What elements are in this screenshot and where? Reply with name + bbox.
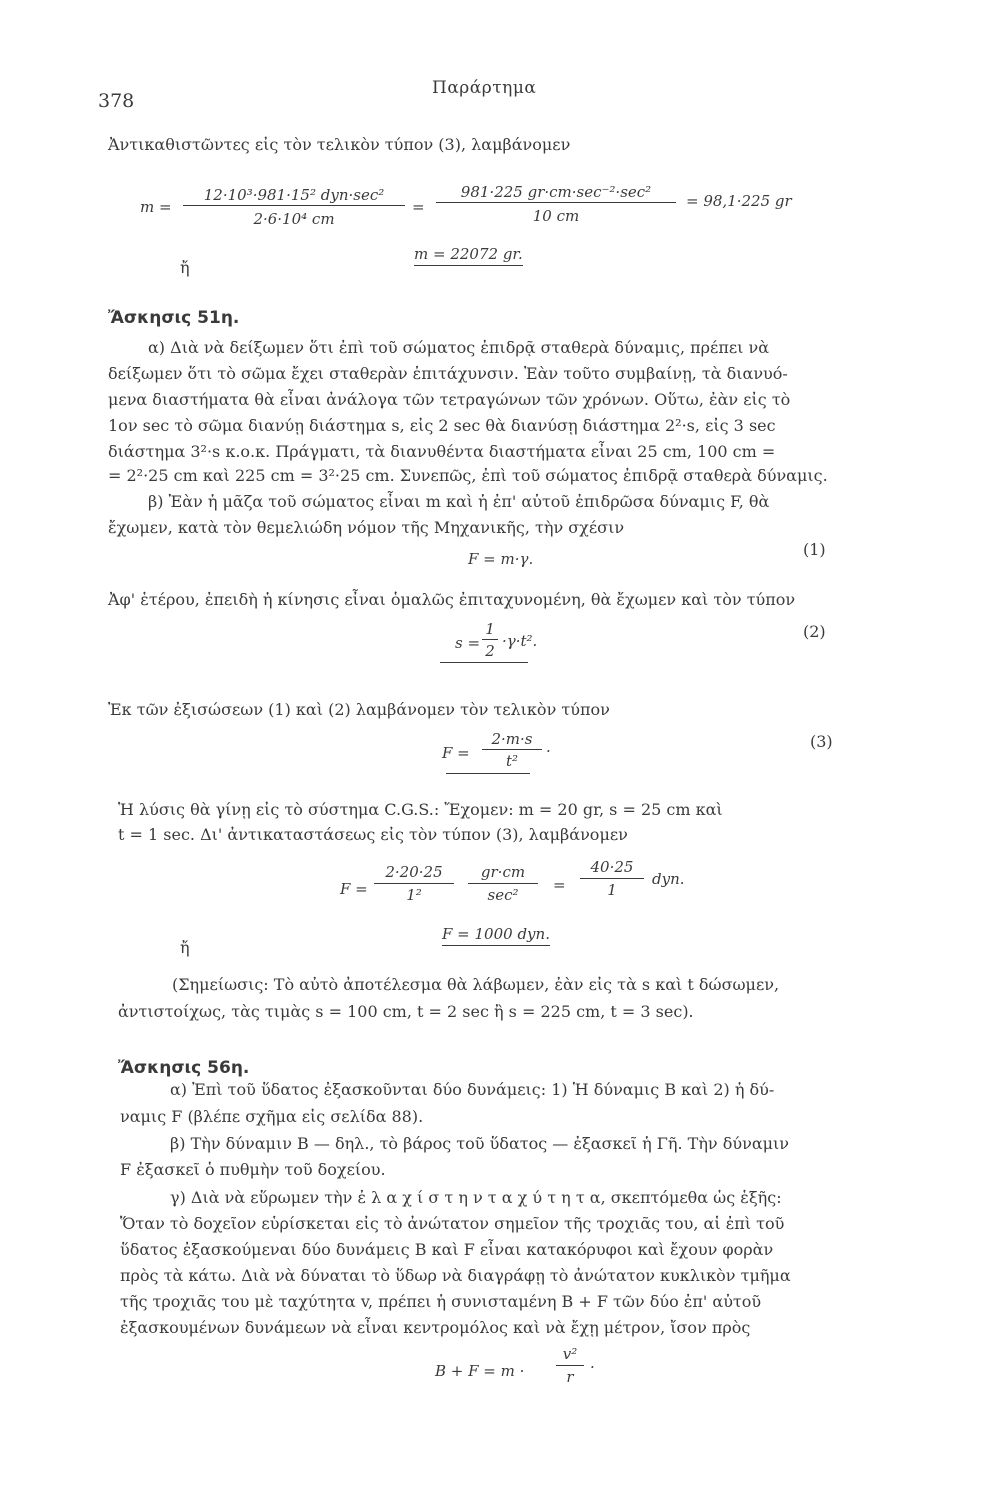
equation-4-num-2: gr·cm	[480, 863, 526, 881]
equation-4-bar-3	[580, 878, 644, 879]
equation-2-underline	[440, 662, 528, 663]
ex56-line-2: ναμις F (βλέπε σχῆμα εἰς σελίδα 88).	[120, 1107, 424, 1126]
ex51-line-10: Ἐκ τῶν ἐξισώσεων (1) καὶ (2) λαμβάνομεν τὸν τελικὸν τύπον	[108, 700, 610, 719]
ex56-line-3: β) Τὴν δύναμιν B — δηλ., τὸ βάρος τοῦ ὕδατος — ἐξασκεῖ ἡ Γῆ. Τὴν δύναμιν	[170, 1134, 790, 1153]
ex51-line-1: α) Διὰ νὰ δείξωμεν ὅτι ἐπὶ τοῦ σώματος ἐπιδρᾷ σταθερὰ δύναμις, πρέπει νὰ	[148, 338, 770, 357]
frac1-numerator: 12·10³·981·15² dyn·sec²	[203, 186, 385, 204]
ex56-line-9: τῆς τροχιᾶς του μὲ ταχύτητα v, πρέπει ἡ συνισταμένη B + F τῶν δύο ἐπ' αὐτοῦ	[120, 1292, 762, 1311]
ex56-line-8: πρὸς τὰ κάτω. Διὰ νὰ δύναται τὸ ὕδωρ νὰ διαγράφῃ τὸ ἀνώτατον κυκλικὸν τμῆμα	[120, 1266, 791, 1285]
result-m: m = 22072 gr.	[414, 245, 523, 266]
heading-exercise-51: Ἄσκησις 51η.	[108, 308, 240, 328]
equation-3-numerator: 2·m·s	[491, 730, 533, 748]
ex51-line-12: t = 1 sec. Δι' ἀντικαταστάσεως εἰς τὸν τύπον (3), λαμβάνομεν	[118, 825, 628, 844]
equation-2-rhs: ·γ·t².	[502, 632, 538, 650]
equation-1: F = m·γ.	[468, 550, 534, 568]
ex51-line-5: διάστημα 3²·s κ.ο.κ. Πράγματι, τὰ διανυθέντα διαστήματα εἶναι 25 cm, 100 cm =	[108, 442, 776, 461]
equation-1-number: (1)	[803, 540, 826, 559]
frac2-bar	[436, 202, 676, 203]
frac1-bar	[183, 205, 405, 206]
equation-4-lhs: F =	[340, 880, 368, 898]
equation-3-number: (3)	[810, 732, 833, 751]
eq-result-98: = 98,1·225 gr	[686, 192, 792, 210]
equation-4-den-3: 1	[607, 881, 617, 899]
equation-4-den-1: 1²	[406, 886, 422, 904]
equation-2-number: (2)	[803, 622, 826, 641]
ex51-line-9: Ἀφ' ἑτέρου, ἐπειδὴ ἡ κίνησις εἶναι ὁμαλῶς ἐπιταχυνομένη, θὰ ἔχωμεν καὶ τὸν τύπον	[108, 590, 796, 609]
ex56-line-6: Ὅταν τὸ δοχεῖον εὑρίσκεται εἰς τὸ ἀνώτατον σημεῖον τῆς τροχιᾶς του, αἱ ἐπὶ τοῦ	[120, 1214, 785, 1233]
ex56-line-7: ὕδατος ἐξασκούμεναι δύο δυνάμεις B καὶ F εἶναι κατακόρυφοι καὶ ἔχουν φορὰν	[120, 1240, 774, 1259]
or-word-1: ἤ	[180, 258, 190, 277]
equation-3-denominator: t²	[505, 752, 519, 770]
equation-2-lhs: s =	[455, 634, 481, 652]
equation-3-lhs: F =	[442, 744, 470, 762]
ex51-line-7: β) Ἐὰν ἡ μᾶζα τοῦ σώματος εἶναι m καὶ ἡ ἐπ' αὐτοῦ ἐπιδρῶσα δύναμις F, θὰ	[148, 492, 770, 511]
equation-4-num-1: 2·20·25	[385, 863, 443, 881]
heading-exercise-56: Ἄσκησις 56η.	[118, 1058, 250, 1078]
equation-5-bar	[556, 1365, 584, 1366]
equation-5-lhs: B + F = m ·	[435, 1362, 525, 1380]
equation-2-bar	[482, 639, 498, 640]
ex51-line-8: ἔχωμεν, κατὰ τὸν θεμελιώδη νόμον τῆς Μηχανικῆς, τὴν σχέσιν	[108, 518, 625, 537]
equation-4-unit: dyn.	[652, 870, 685, 888]
equation-4-eq: =	[553, 876, 566, 894]
ex51-line-6: = 2²·25 cm καὶ 225 cm = 3²·25 cm. Συνεπῶς, ἐπὶ τοῦ σώματος ἐπιδρᾷ σταθερὰ δύναμις.	[108, 466, 828, 485]
ex56-line-1: α) Ἐπὶ τοῦ ὕδατος ἐξασκοῦνται δύο δυνάμεις: 1) Ἡ δύναμις B καὶ 2) ἡ δύ-	[170, 1080, 775, 1099]
ex56-line-10: ἐξασκουμένων δυνάμεων νὰ εἶναι κεντρομόλος καὶ νὰ ἔχῃ μέτρον, ἴσον πρὸς	[120, 1318, 751, 1337]
equation-2-denominator: 2	[485, 642, 495, 660]
equation-2-numerator: 1	[485, 620, 495, 638]
ex56-line-4: F ἐξασκεῖ ὁ πυθμὴν τοῦ δοχείου.	[120, 1160, 386, 1179]
equation-4-bar-1	[374, 883, 454, 884]
ex51-line-4: 1ον sec τὸ σῶμα διανύῃ διάστημα s, εἰς 2 sec θὰ διανύσῃ διάστημα 2²·s, εἰς 3 sec	[108, 416, 776, 435]
running-title: Παράρτημα	[432, 78, 537, 98]
result-F: F = 1000 dyn.	[442, 925, 550, 946]
eq-sign-1: =	[412, 198, 425, 216]
equation-5-dot: ·	[590, 1358, 595, 1376]
m-eq-lhs: m =	[140, 198, 172, 216]
note-line-1: (Σημείωσις: Τὸ αὐτὸ ἀποτέλεσμα θὰ λάβωμεν, ἐὰν εἰς τὰ s καὶ t δώσωμεν,	[172, 975, 780, 994]
or-word-2: ἤ	[180, 938, 190, 957]
note-line-2: ἀντιστοίχως, τὰς τιμὰς s = 100 cm, t = 2 sec ἢ s = 225 cm, t = 3 sec).	[118, 1002, 694, 1021]
equation-4-bar-2	[468, 883, 538, 884]
frac2-denominator: 10 cm	[532, 207, 580, 225]
intro-line: Ἀντικαθιστῶντες εἰς τὸν τελικὸν τύπον (3), λαμβάνομεν	[108, 135, 571, 154]
ex56-line-5: γ) Διὰ νὰ εὕρωμεν τὴν ἐ λ α χ ί σ τ η ν τ α χ ύ τ η τ α, σκεπτόμεθα ὡς ἑξῆς:	[170, 1188, 782, 1207]
equation-3-dot: ·	[546, 742, 551, 760]
equation-5-numerator: v²	[562, 1345, 578, 1363]
ex51-line-11: Ἡ λύσις θὰ γίνῃ εἰς τὸ σύστημα C.G.S.: Ἔχομεν: m = 20 gr, s = 25 cm καὶ	[118, 800, 723, 819]
equation-4-den-2: sec²	[487, 886, 519, 904]
ex51-line-2: δείξωμεν ὅτι τὸ σῶμα ἔχει σταθερὰν ἐπιτάχυνσιν. Ἐὰν τοῦτο συμβαίνῃ, τὰ διανυό-	[108, 364, 788, 383]
equation-3-bar	[482, 749, 542, 750]
page-number: 378	[98, 90, 135, 112]
frac1-denominator: 2·6·10⁴ cm	[253, 210, 335, 228]
frac2-numerator: 981·225 gr·cm·sec⁻²·sec²	[460, 183, 652, 201]
equation-4-num-3: 40·25	[590, 858, 634, 876]
equation-3-underline	[446, 773, 530, 774]
ex51-line-3: μενα διαστήματα θὰ εἶναι ἀνάλογα τῶν τετραγώνων τῶν χρόνων. Οὕτω, ἐὰν εἰς τὸ	[108, 390, 791, 409]
equation-5-denominator: r	[566, 1368, 574, 1386]
